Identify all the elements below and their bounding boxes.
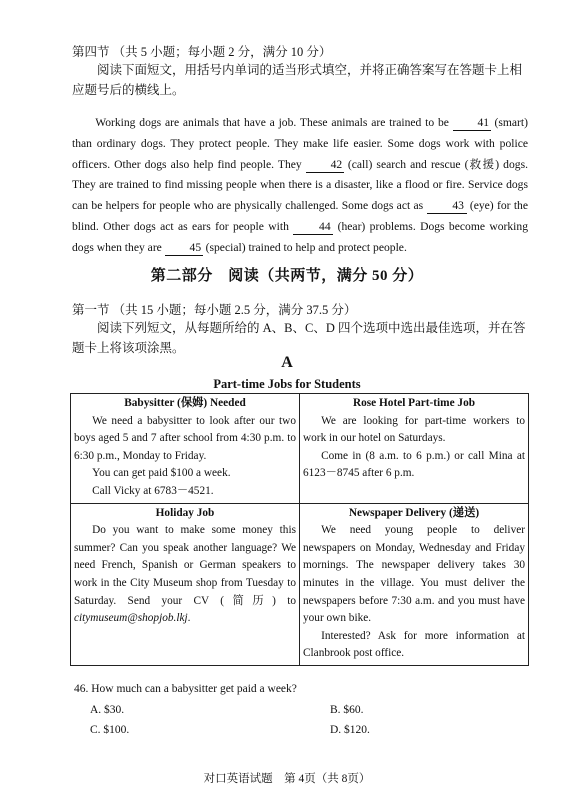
jobs-table	[70, 393, 529, 666]
blank-44: 44	[293, 220, 333, 235]
passage-text: (eye) for the blind. Other dogs act as ears for people with	[72, 199, 528, 233]
part2-heading: 第二部分 阅读（共两节，满分 50 分）	[150, 268, 424, 284]
holiday-cell	[71, 503, 300, 665]
table-row	[71, 503, 529, 665]
blank-42: 42	[306, 158, 344, 173]
hotel-contact: Come in (8 a.m. to 6 p.m.) or call Mina at 6123－8745 after 6 p.m.	[303, 449, 525, 480]
option-c: C. $100.	[90, 724, 130, 736]
babysitter-cell	[71, 394, 300, 504]
holiday-title: Holiday Job	[155, 506, 215, 519]
section4-heading: 第四节 （共 5 小题；每小题 2 分，满分 10 分）	[72, 45, 332, 59]
section1-instruction: 阅读下列短文，从每题所给的 A、B、C、D 四个选项中选出最佳选项，并在答题卡上将该项涂黑。	[72, 321, 526, 355]
hotel-title: Rose Hotel Part-time Job	[352, 397, 476, 409]
hotel-cell	[300, 394, 529, 504]
option-b: B. $60.	[330, 704, 364, 716]
passage-letter: A	[281, 354, 293, 371]
passage-text: (call) search and rescue (救援) dogs. They are trained to find missing people when there is a disaster, like a flood or fire. Service dogs can be helpers for people who are physically challenged. Some dogs act as	[72, 157, 528, 213]
babysitter-pay: You can get paid $100 a week.	[92, 467, 231, 480]
table-title: Part-time Jobs for Students	[213, 377, 361, 391]
question-46-stem: 46. How much can a babysitter get paid a week?	[74, 683, 297, 695]
blank-45: 45	[165, 241, 203, 256]
section1-heading: 第一节 （共 15 小题；每小题 2.5 分，满分 37.5 分）	[72, 303, 357, 317]
passage-text: Working dogs are animals that have a job. These animals are trained to be	[95, 116, 449, 129]
page-footer: 对口英语试题 第 4页（共 8页）	[203, 773, 371, 785]
newspaper-title: Newspaper Delivery (递送)	[348, 506, 480, 519]
newspaper-text: We need young people to deliver newspapers on Monday, Wednesday and Friday mornings. The newspaper delivery takes 30 minutes in the village. You must deliver the newspapers before 7:30 a.m. and you must have your own bike.	[303, 524, 525, 625]
table-row	[71, 394, 529, 504]
blank-41: 41	[453, 116, 491, 131]
holiday-body: Do you want to make some money this summer? Can you speak another language? We need French, Spanish or German speakers to work in the City Museum shop from Tuesday to Saturday. Send your CV (简历) to	[74, 524, 296, 607]
section4-instruction: 阅读下面短文，用括号内单词的适当形式填空，并将正确答案写在答题卡上相应题号后的横线上。	[72, 63, 523, 97]
newspaper-contact: Interested? Ask for more information at Clanbrook post office.	[303, 629, 525, 660]
babysitter-contact: Call Vicky at 6783－4521.	[92, 484, 214, 497]
babysitter-title: Babysitter (保姆) Needed	[124, 397, 246, 409]
option-a: A. $30.	[90, 704, 125, 716]
holiday-text	[74, 522, 296, 628]
passage-text: (hear) problems. Dogs become working dogs when they are	[72, 219, 528, 254]
cloze-passage	[72, 113, 528, 259]
holiday-end: .	[187, 612, 191, 625]
babysitter-text: We need a babysitter to look after our two boys aged 5 and 7 after school from 4:30 p.m. to 6:30 p.m., Monday to Friday.	[74, 414, 296, 462]
blank-43: 43	[427, 199, 467, 214]
option-d: D. $120.	[330, 724, 370, 736]
passage-text: (special) trained to help and protect people.	[205, 240, 407, 254]
newspaper-cell	[300, 503, 529, 665]
hotel-text: We are looking for part-time workers to work in our hotel on Saturdays.	[303, 414, 525, 445]
holiday-email: citymuseum@shopjob.lkj	[74, 612, 188, 625]
passage-text: (smart) than ordinary dogs. They protect people. They make life easier. Some dogs work with police officers. Other dogs also help find people. They	[72, 116, 528, 171]
